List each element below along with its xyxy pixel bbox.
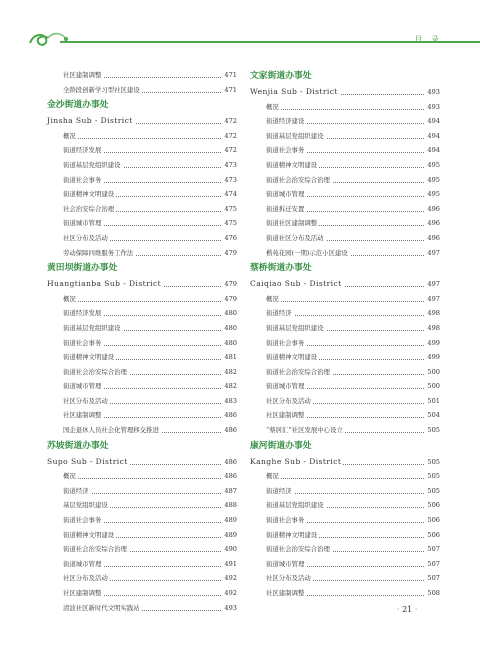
toc-entry-english[interactable] xyxy=(250,277,440,292)
toc-entry[interactable] xyxy=(47,216,237,231)
toc-entry-page: 508 xyxy=(425,586,440,601)
toc-entry-page: 491 xyxy=(222,557,237,572)
page-header xyxy=(0,27,480,51)
toc-entry-page: 496 xyxy=(425,202,440,217)
toc-entry[interactable] xyxy=(47,306,237,321)
toc-entry-page: 482 xyxy=(222,365,237,380)
toc-entry[interactable] xyxy=(47,586,237,601)
toc-entry-page: 480 xyxy=(222,306,237,321)
toc-entry-title: 街道精神文明建设 xyxy=(266,528,319,543)
toc-entry[interactable] xyxy=(250,379,440,394)
toc-entry[interactable] xyxy=(47,321,237,336)
toc-entry-page: 486 xyxy=(222,408,237,423)
toc-entry[interactable] xyxy=(250,292,440,307)
header-title: 目 录 xyxy=(414,35,442,44)
toc-entry-page: 496 xyxy=(425,231,440,246)
toc-entry-title: 街道社区建制调整 xyxy=(266,216,319,231)
toc-entry[interactable] xyxy=(47,601,237,616)
toc-entry-title: 基层党组织建设 xyxy=(63,498,110,513)
toc-entry[interactable] xyxy=(47,571,237,586)
toc-entry-page: 479 xyxy=(222,246,237,261)
toc-entry-page: 505 xyxy=(425,484,440,499)
toc-entry-title: 街道经济 xyxy=(63,484,91,499)
toc-entry[interactable] xyxy=(47,379,237,394)
toc-entry-page: 479 xyxy=(222,292,237,307)
toc-entry-title: Wenjia Sub - District xyxy=(250,85,340,100)
toc-entry-page: 495 xyxy=(425,158,440,173)
toc-right-column xyxy=(250,68,440,601)
toc-entry[interactable] xyxy=(47,158,237,173)
toc-entry-title: 街道精神文明建设 xyxy=(266,350,319,365)
section-heading: 苏坡街道办事处 xyxy=(47,440,109,451)
toc-entry-page: 483 xyxy=(222,394,237,409)
toc-entry[interactable] xyxy=(47,336,237,351)
toc-entry-page: 490 xyxy=(222,542,237,557)
toc-entry-page: 475 xyxy=(222,202,237,217)
toc-entry-title: 街道基层党组织建设 xyxy=(266,321,326,336)
toc-entry[interactable] xyxy=(250,365,440,380)
toc-entry-title: 街道精神文明建设 xyxy=(266,158,319,173)
toc-entry-title: 概况 xyxy=(266,292,281,307)
toc-entry-title: 街道城市管理 xyxy=(63,379,103,394)
toc-entry-page: 489 xyxy=(222,528,237,543)
toc-entry[interactable] xyxy=(47,202,237,217)
toc-entry-title: 社区建制调整 xyxy=(63,408,103,423)
toc-entry-title: 全龄段创新学习型社区建设 xyxy=(63,83,142,98)
toc-entry[interactable] xyxy=(47,365,237,380)
toc-entry-title: 社区分布及活动 xyxy=(63,571,110,586)
toc-entry-title: 街道城市管理 xyxy=(63,557,103,572)
toc-entry-title: 街道经济发展 xyxy=(63,143,103,158)
toc-entry-title: Jinsha Sub - District xyxy=(47,114,135,129)
toc-entry[interactable] xyxy=(47,83,237,98)
toc-entry[interactable] xyxy=(250,129,440,144)
toc-entry[interactable] xyxy=(47,528,237,543)
toc-entry-page: 472 xyxy=(222,143,237,158)
toc-entry-title: 社区分布及活动 xyxy=(63,231,110,246)
toc-entry-title: 街道基层党组织建设 xyxy=(63,158,123,173)
toc-entry-title: 街道城市管理 xyxy=(63,216,103,231)
toc-entry-title: 社区分布及活动 xyxy=(63,394,110,409)
toc-entry-title: 社会治安综合治理 xyxy=(63,202,116,217)
toc-entry-english[interactable] xyxy=(47,114,237,129)
toc-entry-page: 479 xyxy=(222,277,237,292)
toc-entry[interactable] xyxy=(250,586,440,601)
toc-entry[interactable] xyxy=(250,100,440,115)
toc-entry-title: 街道社会治安综合治理 xyxy=(266,542,332,557)
toc-entry-page: 506 xyxy=(425,513,440,528)
toc-entry-title: Caiqiao Sub - District xyxy=(250,277,344,292)
toc-entry-page: 494 xyxy=(425,143,440,158)
toc-entry-title: 街道社会事务 xyxy=(63,513,103,528)
toc-entry[interactable] xyxy=(47,231,237,246)
toc-entry-title: 概况 xyxy=(63,129,78,144)
toc-entry-page: 506 xyxy=(425,528,440,543)
toc-entry-page: 472 xyxy=(222,114,237,129)
toc-entry[interactable] xyxy=(47,292,237,307)
toc-entry-page: 473 xyxy=(222,158,237,173)
toc-entry-english[interactable] xyxy=(47,277,237,292)
toc-entry-page: 506 xyxy=(425,498,440,513)
toc-entry[interactable] xyxy=(250,187,440,202)
swirl-logo-icon xyxy=(26,27,72,51)
toc-entry-page: 505 xyxy=(425,423,440,438)
section-heading: 文家街道办事处 xyxy=(250,71,312,81)
toc-entry-page: 474 xyxy=(222,187,237,202)
dot-leader xyxy=(266,301,424,302)
dot-leader xyxy=(266,478,424,479)
toc-entry-title: 街道经济发展 xyxy=(63,306,103,321)
toc-entry-title: 社区建制调整 xyxy=(266,586,306,601)
toc-entry-page: 482 xyxy=(222,379,237,394)
toc-entry-page: 507 xyxy=(425,542,440,557)
toc-entry-title: 街道城市管理 xyxy=(266,379,306,394)
toc-entry[interactable] xyxy=(47,187,237,202)
toc-entry[interactable] xyxy=(250,513,440,528)
toc-entry[interactable] xyxy=(250,306,440,321)
toc-entry-title: 街道社会事务 xyxy=(63,173,103,188)
toc-entry[interactable] xyxy=(47,498,237,513)
toc-entry-title: 社区分布及活动 xyxy=(266,394,313,409)
toc-entry-title: 概况 xyxy=(266,100,281,115)
toc-entry-page: 499 xyxy=(425,336,440,351)
toc-entry[interactable] xyxy=(250,498,440,513)
toc-entry-title: 街道基层党组织建设 xyxy=(63,321,123,336)
toc-entry-page: 476 xyxy=(222,231,237,246)
toc-entry[interactable] xyxy=(47,68,237,83)
toc-entry-title: 街道经济 xyxy=(266,306,294,321)
toc-entry-page: 481 xyxy=(222,350,237,365)
toc-entry-title: “蔡居汇”社区发展中心设立 xyxy=(266,423,345,438)
toc-entry[interactable] xyxy=(250,321,440,336)
toc-entry-page: 500 xyxy=(425,365,440,380)
toc-entry-title: 街道城市管理 xyxy=(266,557,306,572)
toc-entry[interactable] xyxy=(47,394,237,409)
toc-entry-page: 473 xyxy=(222,173,237,188)
toc-entry-title: 街道精神文明建设 xyxy=(63,187,116,202)
dot-leader xyxy=(63,478,221,479)
toc-entry[interactable] xyxy=(250,336,440,351)
toc-entry[interactable] xyxy=(250,202,440,217)
toc-entry-title: 街道社会治安综合治理 xyxy=(63,542,129,557)
toc-entry-page: 507 xyxy=(425,571,440,586)
toc-entry[interactable] xyxy=(250,158,440,173)
toc-entry[interactable] xyxy=(250,394,440,409)
toc-entry-title: Supo Sub - District xyxy=(47,455,130,470)
toc-entry-title: 街道经济建设 xyxy=(266,114,306,129)
toc-entry-page: 472 xyxy=(222,129,237,144)
toc-entry-title: 清波社区新时代文明实践站 xyxy=(63,601,142,616)
toc-entry-page: 492 xyxy=(222,571,237,586)
toc-entry-page: 497 xyxy=(425,277,440,292)
toc-entry-title: 街道社会事务 xyxy=(266,143,306,158)
toc-entry[interactable] xyxy=(47,408,237,423)
section-heading: 黄田坝街道办事处 xyxy=(47,263,118,274)
toc-entry[interactable] xyxy=(47,469,237,484)
toc-entry-title: 社区建制调整 xyxy=(63,68,103,83)
toc-entry-title: 街道经济 xyxy=(266,484,294,499)
toc-entry-title: 街道社会治安综合治理 xyxy=(266,365,332,380)
toc-entry[interactable] xyxy=(250,408,440,423)
toc-entry-page: 486 xyxy=(222,469,237,484)
toc-entry-page: 498 xyxy=(425,306,440,321)
toc-entry[interactable] xyxy=(250,246,440,261)
toc-entry-title: 街道基层党组织建设 xyxy=(266,498,326,513)
toc-entry[interactable] xyxy=(47,513,237,528)
toc-entry-page: 471 xyxy=(222,68,237,83)
toc-entry[interactable] xyxy=(250,484,440,499)
section-heading: 康河街道办事处 xyxy=(250,440,312,451)
toc-entry[interactable] xyxy=(250,528,440,543)
toc-entry-title: 概况 xyxy=(63,469,78,484)
section-heading: 蔡桥街道办事处 xyxy=(250,263,312,274)
toc-entry-title: 概况 xyxy=(63,292,78,307)
toc-entry-page: 495 xyxy=(425,173,440,188)
toc-entry[interactable] xyxy=(47,557,237,572)
toc-entry[interactable] xyxy=(47,246,237,261)
toc-entry-title: 劳动保障四维服务工作法 xyxy=(63,246,135,261)
toc-entry-page: 489 xyxy=(222,513,237,528)
toc-entry-page: 493 xyxy=(425,85,440,100)
toc-entry-title: 街道社会治安综合治理 xyxy=(63,365,129,380)
toc-entry-page: 497 xyxy=(425,292,440,307)
toc-entry[interactable] xyxy=(47,129,237,144)
toc-entry-english[interactable] xyxy=(250,455,440,470)
toc-entry-page: 471 xyxy=(222,83,237,98)
dot-leader xyxy=(266,109,424,110)
toc-entry[interactable] xyxy=(250,216,440,231)
toc-entry-page: 475 xyxy=(222,216,237,231)
toc-entry[interactable] xyxy=(250,571,440,586)
toc-entry-title: 街道基层党组织建设 xyxy=(266,129,326,144)
page-number xyxy=(397,605,417,614)
page-number-dot-left: · xyxy=(397,605,400,614)
toc-entry-title: 街道社区分布及活动 xyxy=(266,231,326,246)
toc-entry[interactable] xyxy=(250,557,440,572)
toc-entry-page: 505 xyxy=(425,455,440,470)
toc-entry-page: 498 xyxy=(425,321,440,336)
toc-left-column xyxy=(47,68,237,615)
toc-entry-page: 493 xyxy=(425,100,440,115)
toc-entry-title: 街道社会事务 xyxy=(266,336,306,351)
toc-entry[interactable] xyxy=(47,542,237,557)
toc-entry-page: 494 xyxy=(425,129,440,144)
toc-entry[interactable] xyxy=(47,423,237,438)
toc-entry-title: 社区分布及活动 xyxy=(266,571,313,586)
toc-entry-title: 街道城市管理 xyxy=(266,187,306,202)
toc-entry[interactable] xyxy=(250,542,440,557)
section-heading: 金沙街道办事处 xyxy=(47,100,109,111)
toc-entry[interactable] xyxy=(250,173,440,188)
toc-entry-page: 499 xyxy=(425,350,440,365)
toc-entry-page: 507 xyxy=(425,557,440,572)
toc-entry-title: 街道社会事务 xyxy=(63,336,103,351)
toc-entry-page: 487 xyxy=(222,484,237,499)
toc-entry-page: 497 xyxy=(425,246,440,261)
toc-entry[interactable] xyxy=(250,231,440,246)
toc-entry-title: Kanghe Sub - District xyxy=(250,455,343,470)
toc-entry-page: 494 xyxy=(425,114,440,129)
toc-entry-title: 社区建制调整 xyxy=(63,586,103,601)
toc-entry-english[interactable] xyxy=(47,455,237,470)
toc-entry-english[interactable] xyxy=(250,85,440,100)
toc-entry-page: 493 xyxy=(222,601,237,616)
page-number-dot-right: · xyxy=(414,605,418,614)
toc-entry-title: 街道社会治安综合治理 xyxy=(266,173,332,188)
toc-entry[interactable] xyxy=(250,469,440,484)
toc-entry-title: Huangtianba Sub - District xyxy=(47,277,163,292)
toc-entry-title: 楷苑花园(一期)示范小区建设 xyxy=(266,246,350,261)
toc-entry-page: 486 xyxy=(222,423,237,438)
toc-entry[interactable] xyxy=(47,350,237,365)
toc-entry-title: 街道社会事务 xyxy=(266,513,306,528)
toc-entry-page: 500 xyxy=(425,379,440,394)
toc-entry-title: 街道拆迁安置 xyxy=(266,202,306,217)
toc-entry-title: 国企退休人员社会化管理移交推进 xyxy=(63,423,161,438)
toc-entry-page: 486 xyxy=(222,455,237,470)
toc-entry-title: 街道精神文明建设 xyxy=(63,528,116,543)
toc-entry-page: 501 xyxy=(425,394,440,409)
toc-entry-page: 480 xyxy=(222,321,237,336)
toc-entry[interactable] xyxy=(250,350,440,365)
toc-entry-title: 街道精神文明建设 xyxy=(63,350,116,365)
toc-entry[interactable] xyxy=(250,423,440,438)
page-number-value: 21 xyxy=(402,605,413,614)
toc-entry-page: 488 xyxy=(222,498,237,513)
toc-entry-title: 社区建制调整 xyxy=(266,408,306,423)
toc-entry-page: 480 xyxy=(222,336,237,351)
toc-entry-page: 492 xyxy=(222,586,237,601)
toc-entry[interactable] xyxy=(250,143,440,158)
toc-entry-page: 495 xyxy=(425,187,440,202)
dot-leader xyxy=(63,138,221,139)
toc-entry[interactable] xyxy=(250,114,440,129)
toc-entry-page: 504 xyxy=(425,408,440,423)
toc-entry-title: 概况 xyxy=(266,469,281,484)
toc-entry[interactable] xyxy=(47,173,237,188)
toc-entry-page: 505 xyxy=(425,469,440,484)
toc-entry-page: 496 xyxy=(425,216,440,231)
toc-entry[interactable] xyxy=(47,484,237,499)
toc-entry[interactable] xyxy=(47,143,237,158)
dot-leader xyxy=(63,301,221,302)
